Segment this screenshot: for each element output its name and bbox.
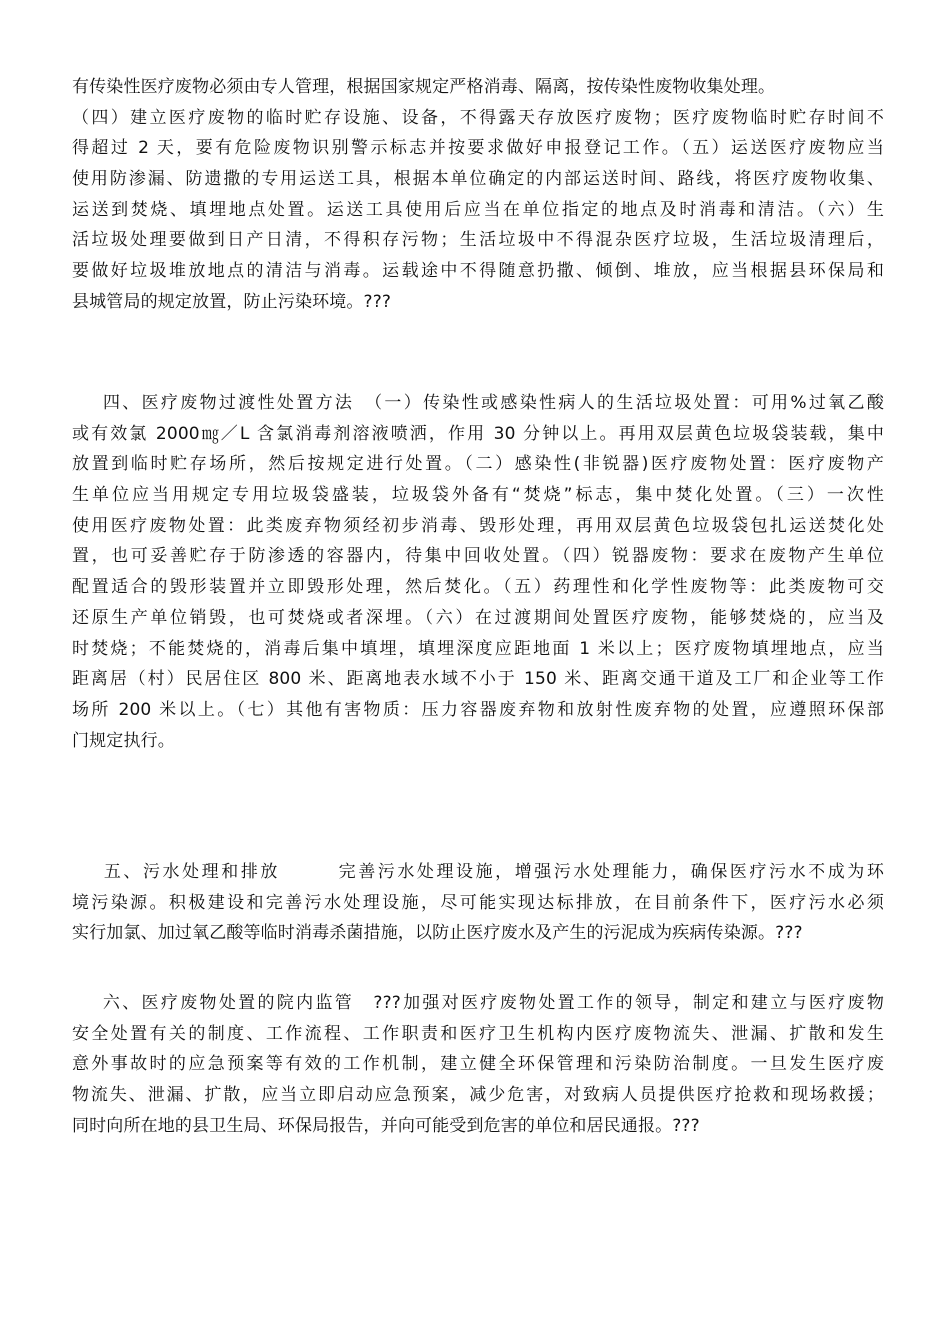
text-line: 或有效氯 2000㎎／L 含氯消毒剂溶液喷洒，作用 30 分钟以上。再用双层黄色垃圾袋装载，集中	[72, 423, 884, 444]
text-line: 物流失、泄漏、扩散，应当立即启动应急预案，减少危害，对致病人员提供医疗抢救和现场救援；	[72, 1085, 884, 1106]
text-line: 置，也可妥善贮存于防渗透的容器内，待集中回收处置。（四）锐器废物：要求在废物产生单位	[72, 546, 884, 567]
section-heading-line: 五、污水处理和排放 完善污水处理设施，增强污水处理能力，确保医疗污水不成为环	[72, 862, 884, 882]
text-line: 时焚烧；不能焚烧的，消毒后集中填埋，填埋深度应距地面 1 米以上；医疗废物填埋地点，应当	[72, 638, 884, 659]
paragraph-section-four	[72, 388, 884, 756]
text-line: 得超过 2 天，要有危险废物识别警示标志并按要求做好申报登记工作。（五）运送医疗废物应当	[72, 138, 884, 159]
text-line: 距离居（村）民居住区 800 米、距离地表水域不小于 150 米、距离交通干道及工厂和企业等工作	[72, 669, 884, 690]
text-line: 实行加氯、加过氧乙酸等临时消毒杀菌措施，以防止医疗废水及产生的污泥成为疾病传染源。???	[72, 923, 803, 944]
text-line: 运送到焚烧、填埋地点处置。运送工具使用后应当在单位指定的地点及时消毒和清洁。（六）生	[72, 199, 884, 220]
paragraph-section-five	[72, 857, 884, 949]
text-line: 使用医疗废物处置：此类废弃物须经初步消毒、毁形处理，再用双层黄色垃圾袋包扎运送焚化处	[72, 515, 884, 536]
text-line: 有传染性医疗废物必须由专人管理，根据国家规定严格消毒、隔离，按传染性废物收集处理。	[72, 77, 776, 97]
text-line: 境污染源。积极建设和完善污水处理设施，尽可能实现达标排放，在目前条件下，医疗污水必须	[72, 892, 884, 913]
text-line: 使用防渗漏、防遗撒的专用运送工具，根据本单位确定的内部运送时间、路线，将医疗废物收集、	[72, 169, 884, 190]
text-line: 生单位应当用规定专用垃圾袋盛装，垃圾袋外备有“焚烧”标志，集中焚化处置。（三）一次性	[72, 485, 884, 506]
text-line: 场所 200 米以上。（七）其他有害物质：压力容器废弃物和放射性废弃物的处置，应遵照环保部	[72, 699, 884, 720]
text-line: 放置到临时贮存场所，然后按规定进行处置。（二）感染性(非锐器)医疗废物处置：医疗废物产	[72, 454, 884, 475]
text-line: 活垃圾处理要做到日产日清，不得积存污物；生活垃圾中不得混杂医疗垃圾，生活垃圾清理后，	[72, 230, 884, 251]
text-line: 还原生产单位销毁，也可焚烧或者深埋。（六）在过渡期间处置医疗废物，能够焚烧的，应当及	[72, 607, 884, 628]
text-line: 安全处置有关的制度、工作流程、工作职责和医疗卫生机构内医疗废物流失、泄漏、扩散和发生	[72, 1023, 884, 1044]
paragraph-section-six	[72, 988, 884, 1141]
text-line: 配置适合的毁形装置并立即毁形处理，然后焚化。（五）药理性和化学性废物等：此类废物可交	[72, 577, 884, 598]
section-heading-line: 六、医疗废物处置的院内监管 ???加强对医疗废物处置工作的领导，制定和建立与医疗废物	[72, 993, 884, 1013]
text-line: 意外事故时的应急预案等有效的工作机制，建立健全环保管理和污染防治制度。一旦发生医疗废	[72, 1054, 884, 1075]
text-line: 同时向所在地的县卫生局、环保局报告，并向可能受到危害的单位和居民通报。???	[72, 1115, 700, 1136]
paragraph-waste-handling	[72, 72, 884, 318]
text-line: 要做好垃圾堆放地点的清洁与消毒。运载途中不得随意扔撒、倾倒、堆放，应当根据县环保局和	[72, 261, 884, 282]
text-line: 门规定执行。	[72, 730, 175, 751]
section-heading-line: 四、医疗废物过渡性处置方法 （一）传染性或感染性病人的生活垃圾处置：可用%过氧乙酸	[72, 393, 884, 413]
text-line: 县城管局的规定放置，防止污染环境。???	[72, 291, 392, 312]
text-line: （四）建立医疗废物的临时贮存设施、设备，不得露天存放医疗废物；医疗废物临时贮存时间不	[72, 107, 884, 128]
